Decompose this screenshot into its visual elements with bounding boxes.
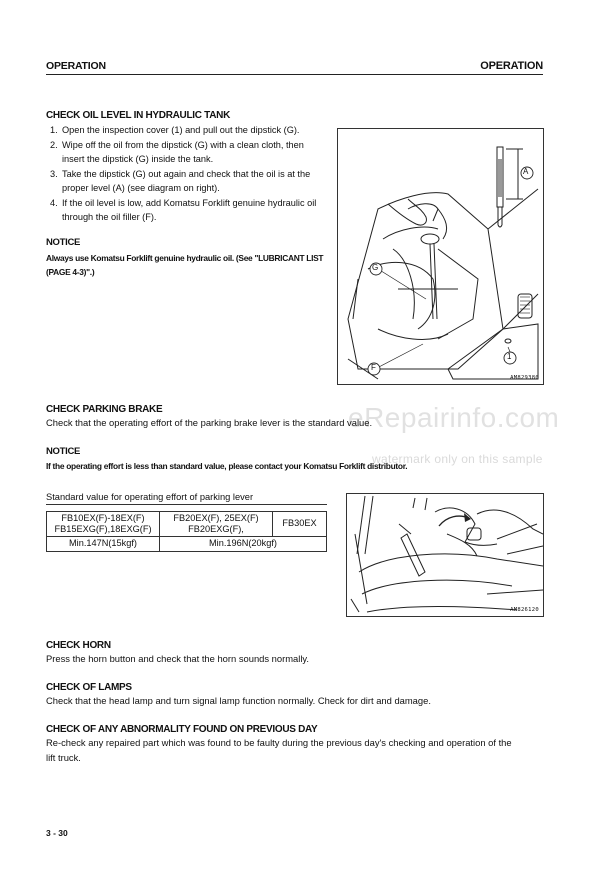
label-a: A bbox=[523, 167, 529, 176]
figure-code: AM829380 bbox=[510, 375, 539, 381]
oil-step-number: 2. bbox=[50, 139, 58, 150]
parking-notice-title: NOTICE bbox=[46, 446, 81, 457]
oil-step-number: 4. bbox=[50, 197, 58, 208]
label-g: G bbox=[372, 263, 379, 272]
page-number: 3 - 30 bbox=[46, 828, 68, 838]
parking-text: Check that the operating effort of the parking brake lever is the standard value. bbox=[46, 417, 373, 428]
model-line: FB20EXG(F), bbox=[188, 524, 244, 534]
oil-step-number: 3. bbox=[50, 168, 58, 179]
lamps-text: Check that the head lamp and turn signal lamp function normally. Check for dirt and damage. bbox=[46, 695, 431, 706]
figure-code: AM826120 bbox=[510, 607, 539, 613]
oil-step-line: If the oil level is low, add Komatsu Forklift genuine hydraulic oil bbox=[62, 197, 317, 208]
table-cell-value-2: Min.196N(20kgf) bbox=[160, 537, 327, 552]
oil-step-line: Wipe off the oil from the dipstick (G) with a clean cloth, then bbox=[62, 139, 304, 150]
lamps-section-title: CHECK OF LAMPS bbox=[46, 682, 132, 693]
abnormal-line: Re-check any repaired part which was found to be faulty during the previous day's checking and operation of the bbox=[46, 737, 512, 748]
table-caption: Standard value for operating effort of parking lever bbox=[46, 492, 327, 505]
oil-notice-line: Always use Komatsu Forklift genuine hydraulic oil. (See "LUBRICANT LIST bbox=[46, 253, 324, 263]
oil-step bbox=[46, 167, 336, 196]
parking-section-title: CHECK PARKING BRAKE bbox=[46, 404, 163, 415]
hydraulic-tank-illustration bbox=[338, 129, 543, 384]
oil-step-line: Take the dipstick (G) out again and check that the oil is at the bbox=[62, 168, 311, 179]
oil-step bbox=[46, 196, 336, 225]
horn-section-title: CHECK HORN bbox=[46, 640, 111, 651]
table-cell-models-2 bbox=[160, 512, 273, 537]
parking-lever-illustration bbox=[347, 494, 543, 616]
watermark-note: watermark only on this sample bbox=[372, 452, 543, 466]
header-section-left: OPERATION bbox=[46, 60, 106, 72]
horn-text: Press the horn button and check that the horn sounds normally. bbox=[46, 653, 310, 664]
oil-step-line: insert the dipstick (G) inside the tank. bbox=[62, 154, 214, 164]
abnormal-section-title: CHECK OF ANY ABNORMALITY FOUND ON PREVIOUS DAY bbox=[46, 724, 318, 735]
header-section-right: OPERATION bbox=[480, 60, 543, 72]
oil-step-number: 1. bbox=[50, 125, 58, 135]
abnormal-line: lift truck. bbox=[46, 752, 81, 763]
oil-notice-title: NOTICE bbox=[46, 237, 81, 248]
label-f: F bbox=[371, 363, 376, 372]
model-line: FB10EX(F)-18EX(F) bbox=[61, 512, 145, 523]
oil-step-line: Open the inspection cover (1) and pull out the dipstick (G). bbox=[62, 125, 300, 135]
parking-notice-text: If the operating effort is less than standard value, please contact your Komatsu Forklift distributor. bbox=[46, 461, 408, 471]
table-cell-value-1: Min.147N(15kgf) bbox=[47, 537, 160, 552]
oil-notice-text bbox=[46, 251, 341, 279]
table-cell-models-3: FB30EX bbox=[273, 512, 327, 537]
oil-section-title: CHECK OIL LEVEL IN HYDRAULIC TANK bbox=[46, 110, 230, 121]
hydraulic-tank-figure bbox=[337, 128, 544, 385]
oil-steps-list bbox=[46, 123, 336, 225]
oil-notice-line: (PAGE 4-3)".) bbox=[46, 267, 95, 277]
oil-step bbox=[46, 138, 336, 167]
oil-step-line: proper level (A) (see diagram on right). bbox=[62, 183, 220, 193]
header-rule bbox=[46, 74, 543, 75]
watermark-brand: eRepairinfo.com bbox=[348, 402, 560, 433]
model-line: FB15EXG(F),18EXG(F) bbox=[54, 524, 152, 534]
table-cell-models-1 bbox=[47, 512, 160, 537]
oil-step-line: through the oil filler (F). bbox=[62, 212, 157, 222]
abnormal-text bbox=[46, 735, 551, 765]
parking-standard-table bbox=[46, 492, 327, 552]
oil-step bbox=[46, 123, 336, 138]
parking-lever-figure bbox=[346, 493, 544, 617]
label-1: 1 bbox=[507, 352, 512, 361]
standard-value-table bbox=[46, 511, 327, 552]
model-line: FB20EX(F), 25EX(F) bbox=[173, 512, 259, 523]
